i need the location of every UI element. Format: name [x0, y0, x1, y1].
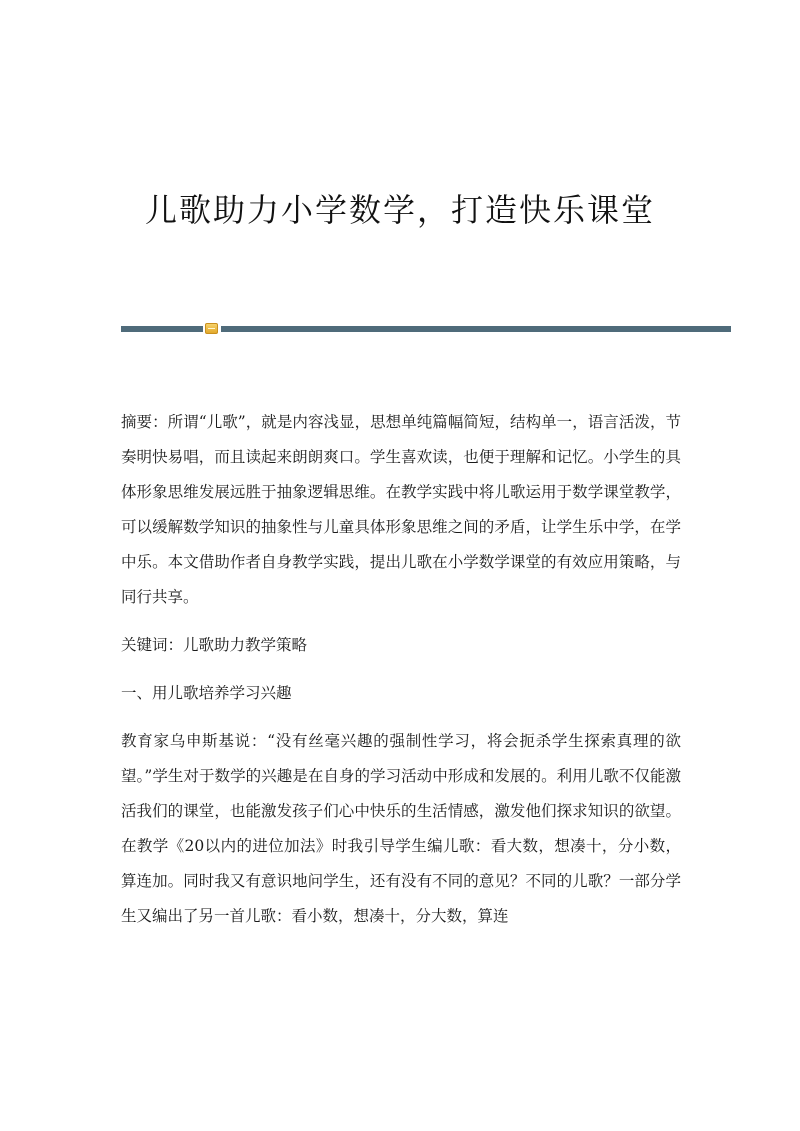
- section-heading-1: 一、用儿歌培养学习兴趣: [121, 684, 292, 702]
- divider-bar-right: [221, 326, 731, 332]
- document-body: [121, 405, 681, 947]
- divider-ornament-icon: [205, 323, 218, 334]
- title-divider: [121, 326, 731, 332]
- body-paragraph: 教育家乌申斯基说：“没有丝毫兴趣的强制性学习，将会扼杀学生探索真理的欲望。”学生对于数学的兴趣是在自身的学习活动中形成和发展的。利用儿歌不仅能激活我们的课堂，也能激发孩子们心中快乐的生活情感，激发他们探求知识的欲望。在教学《20以内的进位加法》时我引导学生编儿歌：看大数，想凑十，分小数，算连加。同时我又有意识地问学生，还有没有不同的意见？不同的儿歌？一部分学生又编出了另一首儿歌：看小数，想凑十，分大数，算连: [121, 732, 681, 925]
- divider-bar-left: [121, 326, 203, 332]
- keywords-paragraph: 关键词：儿歌助力教学策略: [121, 636, 308, 654]
- document-title: 儿歌助力小学数学，打造快乐课堂: [144, 191, 655, 229]
- abstract-paragraph: 摘要：所谓“儿歌”，就是内容浅显，思想单纯篇幅简短，结构单一，语言活泼，节奏明快易唱，而且读起来朗朗爽口。学生喜欢读，也便于理解和记忆。小学生的具体形象思维发展远胜于抽象逻辑思维。在教学实践中将儿歌运用于数学课堂教学，可以缓解数学知识的抽象性与儿童具体形象思维之间的矛盾，让学生乐中学，在学中乐。本文借助作者自身教学实践，提出儿歌在小学数学课堂的有效应用策略，与同行共享。: [121, 413, 681, 606]
